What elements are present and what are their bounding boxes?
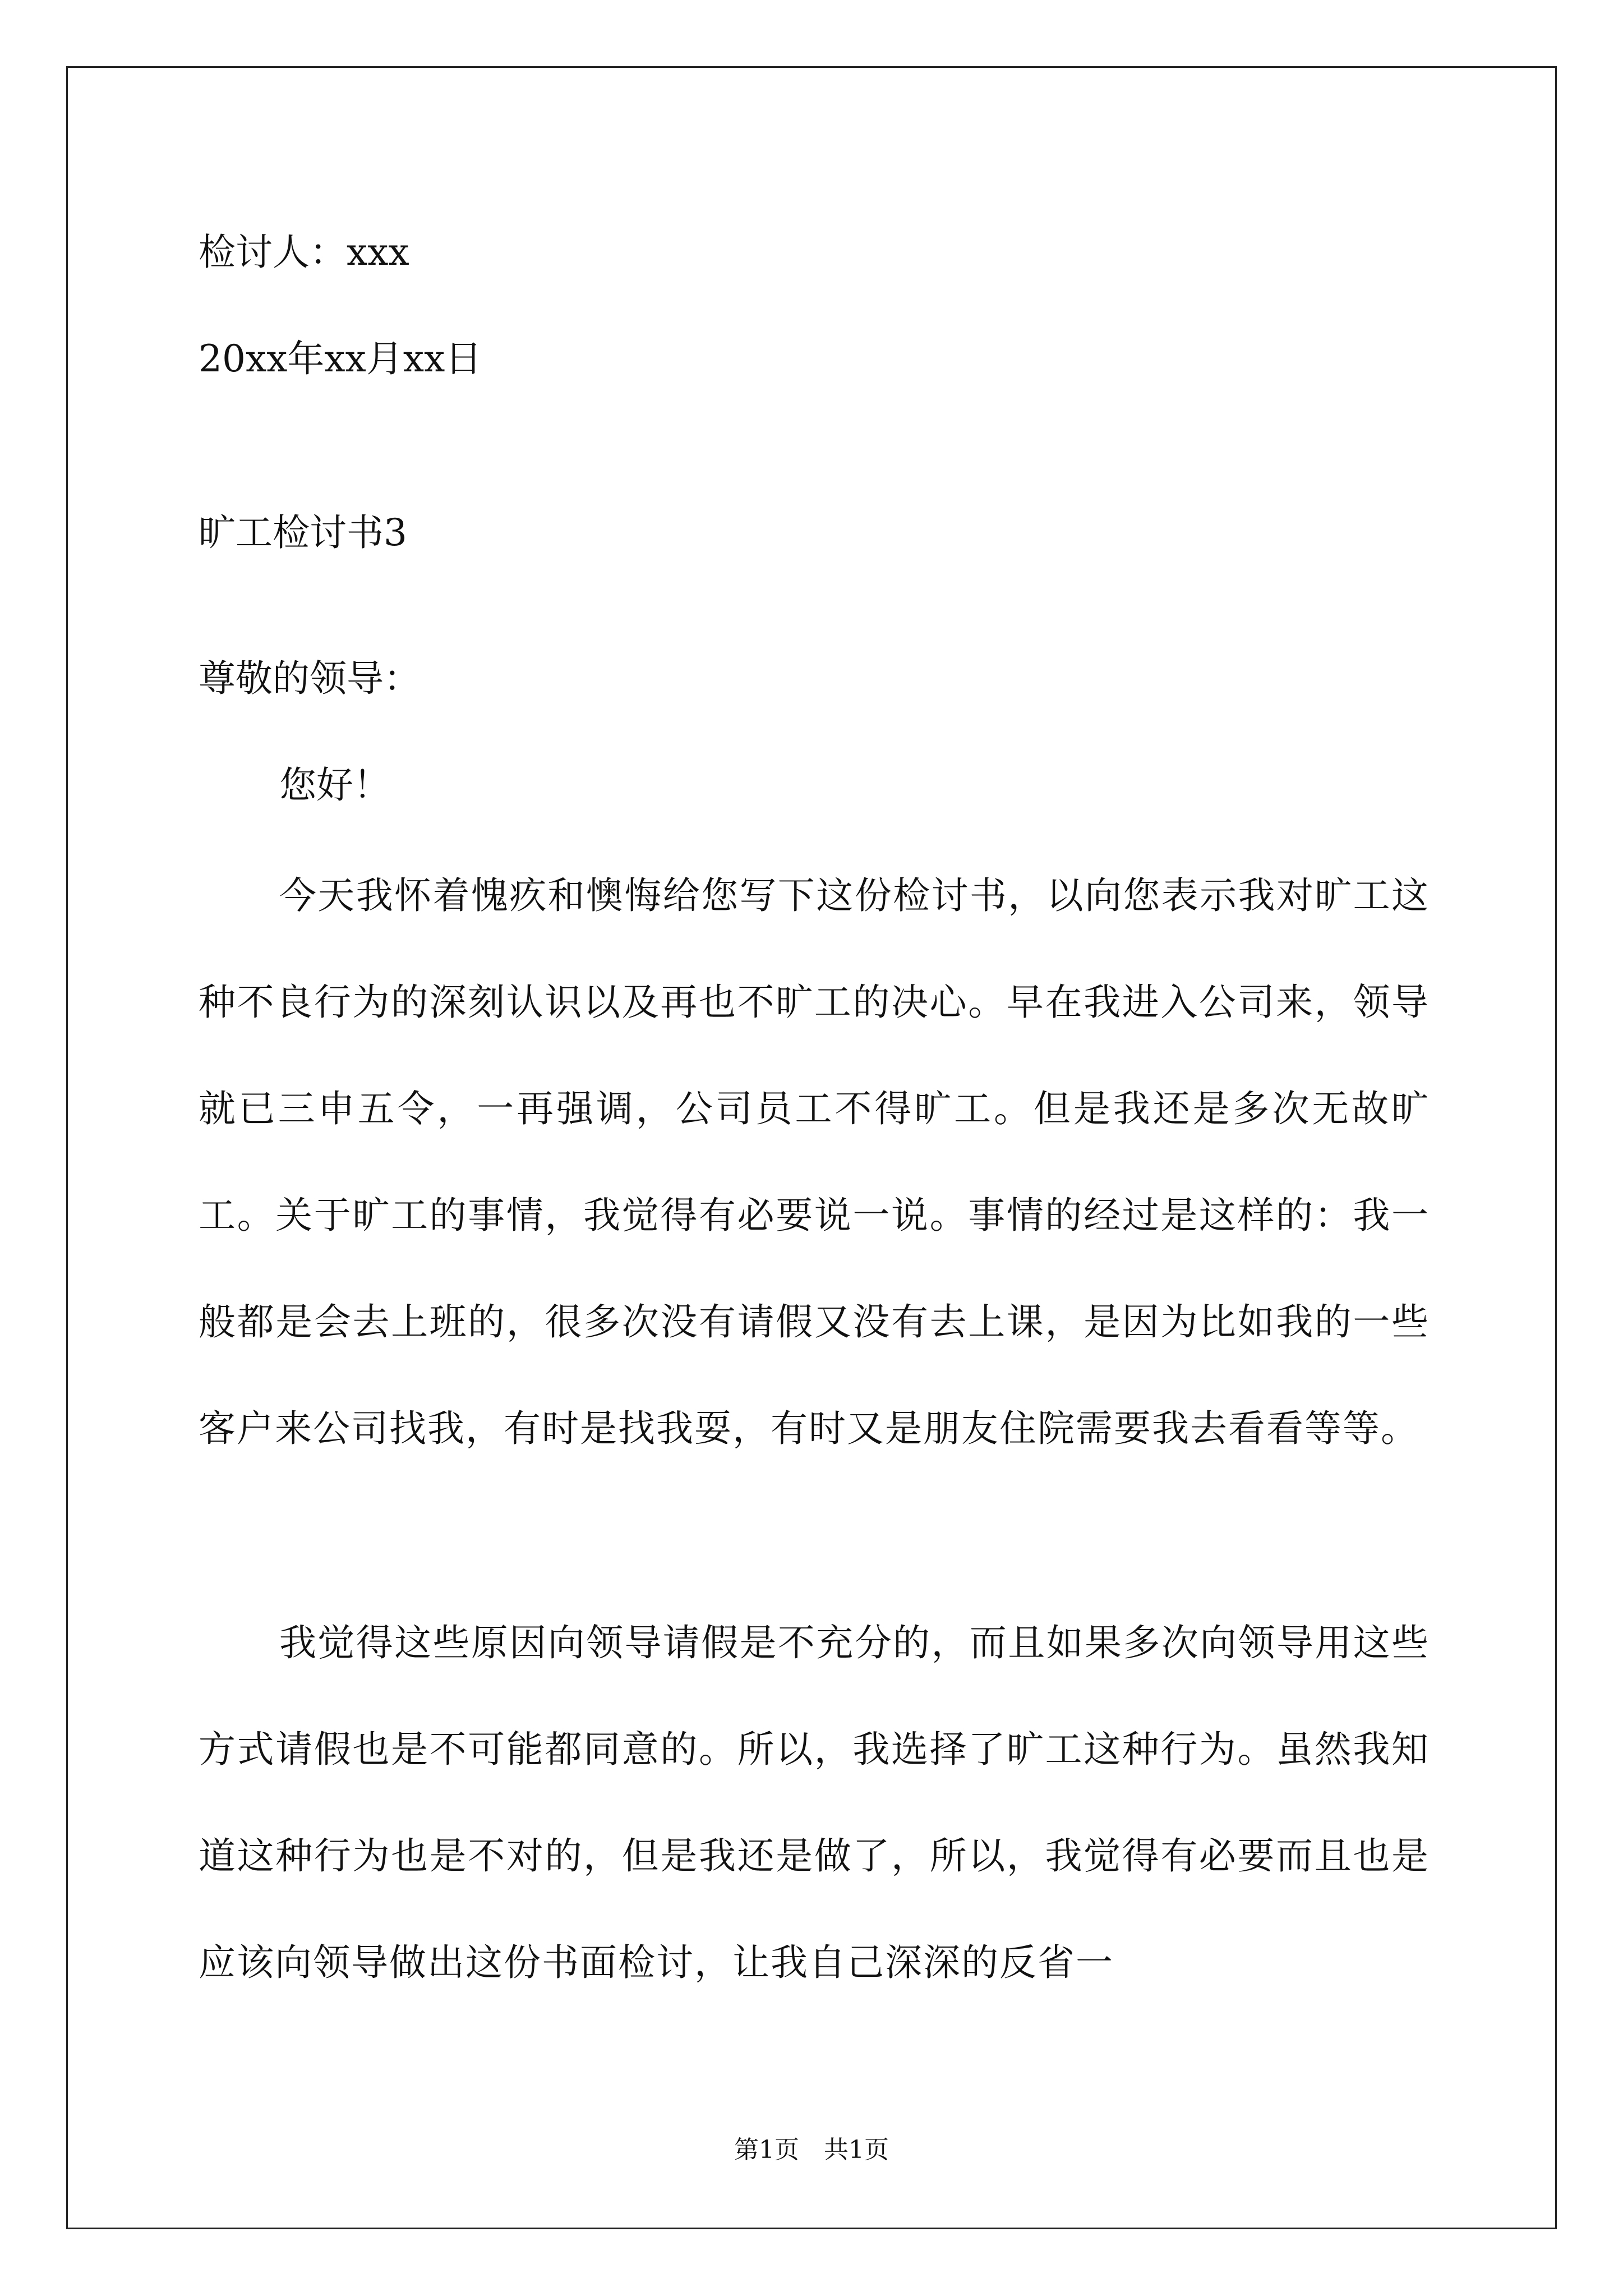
page-footer: 第1页 共1页 bbox=[734, 2136, 889, 2164]
greeting: 您好！ bbox=[279, 763, 390, 807]
paragraph-1: 今天我怀着愧疚和懊悔给您写下这份检讨书，以向您表示我对旷工这种不良行为的深刻认识以及再也不旷工的决心。早在我进入公司来，领导就已三申五令，一再强调，公司员工不得旷工。但是我还是多次无故旷工。关于旷工的事情，我觉得有必要说一说。事情的经过是这样的：我一般都是会去上班的，很多次没有请假又没有去上课，是因为比如我的一些客户来公司找我，有时是找我耍，有时又是朋友住院需要我去看看等等。 bbox=[199, 874, 1430, 1450]
document-title: 旷工检讨书3 bbox=[199, 511, 407, 554]
salutation: 尊敬的领导： bbox=[199, 657, 421, 700]
date-line: 20xx年xx月xx日 bbox=[199, 337, 482, 380]
paragraph-2: 我觉得这些原因向领导请假是不充分的，而且如果多次向领导用这些方式请假也是不可能都同意的。所以，我选择了旷工这种行为。虽然我知道这种行为也是不对的，但是我还是做了，所以，我觉得有必要而且也是应该向领导做出这份书面检讨，让我自己深深的反省一 bbox=[199, 1621, 1430, 1984]
reviewer-line: 检讨人：xxx bbox=[199, 231, 409, 274]
